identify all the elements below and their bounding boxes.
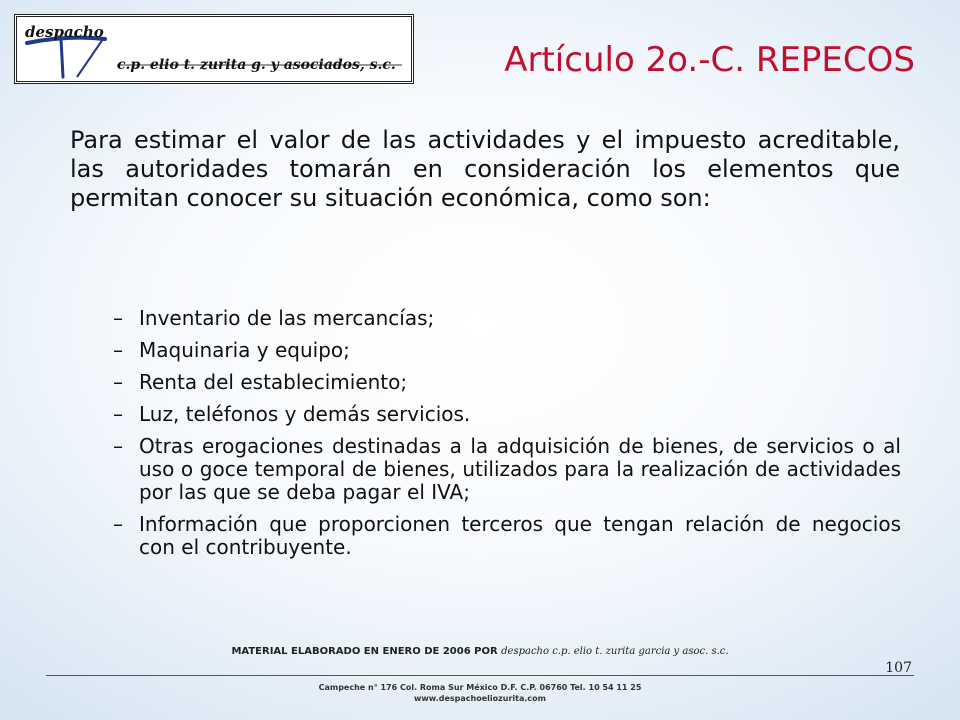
list-item-text: Luz, teléfonos y demás servicios. [139,402,471,426]
list-item-text: Renta del establecimiento; [139,370,408,394]
list-item [113,339,901,362]
footer-website: www.despachoeliozurita.com [414,694,546,703]
list-dash: – [113,306,123,330]
footer-credit [0,646,960,657]
intro-paragraph: Para estimar el valor de las actividades y el impuesto acreditable, las autoridades tomarán en consideración los elementos que permitan conocer su situación económica, como son: [70,126,900,212]
footer-divider [46,675,914,676]
company-logo [14,14,414,84]
list-item-text: Maquinaria y equipo; [139,338,350,362]
list-dash: – [113,338,123,362]
list-item-text: Otras erogaciones destinadas a la adquisición de bienes, de servicios o al uso o goce temporal de bienes, utilizados para la realización de actividades por las que se deba pagar el IVA; [139,434,901,504]
list-item [113,403,901,426]
list-dash: – [113,370,123,394]
footer-note-text: MATERIAL ELABORADO EN ENERO DE 2006 POR [231,646,502,657]
footer-brand: despacho c.p. elio t. zurita garcia y asoc. s.c. [501,646,729,657]
footer-address: Campeche n° 176 Col. Roma Sur México D.F. C.P. 06760 Tel. 10 54 11 25 [318,683,642,692]
slide-title: Artículo 2o.-C. REPECOS [504,40,915,80]
logo-company-name: c.p. elio t. zurita g. y asociados, s.c. [117,57,396,73]
logo-top-text: despacho [25,23,104,41]
list-item [113,307,901,330]
list-item-text: Inventario de las mercancías; [139,306,435,330]
list-item [113,513,901,559]
list-item-text: Información que proporcionen terceros que tengan relación de negocios con el contribuyente. [139,512,901,559]
elements-list [113,307,901,568]
list-item [113,435,901,504]
list-dash: – [113,512,123,536]
footer-address-block [0,682,960,704]
list-dash: – [113,434,123,458]
list-dash: – [113,402,123,426]
list-item [113,371,901,394]
page-number: 107 [885,660,912,676]
